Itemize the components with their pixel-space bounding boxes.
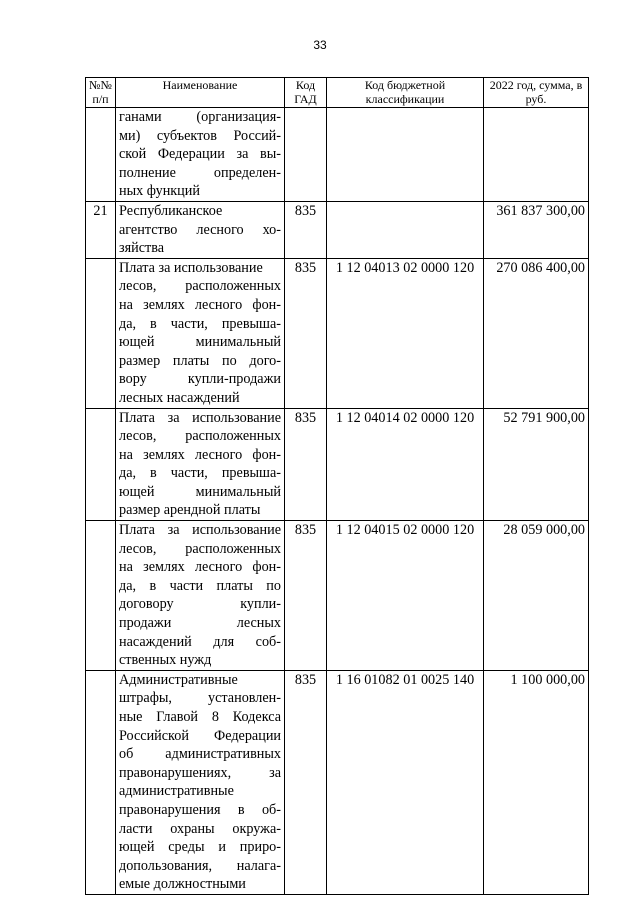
row-number [86,258,116,408]
row-sum: 361 837 300,00 [484,201,589,258]
row-name-line: лесных насаждений [119,389,240,406]
row-name-line: ющей минимальный [119,483,281,500]
row-name-line: лесов, расположенных [119,278,281,295]
row-bk: 1 12 04014 02 0000 120 [327,408,484,521]
row-name-line: Административные [119,671,238,688]
row-name-line: да, в части, превыша- [119,465,281,482]
page-number: 33 [313,38,327,52]
row-name-line: ющей среды и приро- [119,839,281,856]
row-name [116,670,285,894]
row-name-line: Плата за использование [119,409,281,426]
table-row [86,201,589,258]
row-name-line: правонарушения в об- [119,801,281,818]
row-number [86,670,116,894]
row-name-line: ющей минимальный [119,334,281,351]
row-name-line: емые должностными [119,876,246,893]
row-name-line: продажи лесных [119,615,281,632]
row-name [116,521,285,671]
row-name-line: об административных [119,746,281,763]
row-bk: 1 12 04013 02 0000 120 [327,258,484,408]
row-name [116,201,285,258]
row-name-line: ные Главой 8 Кодекса [119,709,281,725]
row-name-line: полнение определен- [119,164,281,181]
row-name-line: размер арендной платы [119,502,261,519]
header-bk: Код бюджетной классификации [327,78,484,108]
row-gad [285,108,327,202]
row-name-line: да, в части, превыша- [119,315,281,332]
row-name-line: штрафы, установлен- [119,690,281,707]
row-gad: 835 [285,258,327,408]
row-bk [327,108,484,202]
row-gad: 835 [285,408,327,521]
row-name-line: Республиканское [119,202,223,219]
row-sum: 270 086 400,00 [484,258,589,408]
row-name-line: на землях лесного фон- [119,446,281,463]
row-name-line: насаждений для соб- [119,633,281,650]
row-name-line: на землях лесного фон- [119,559,281,576]
row-name-line: агентство лесного хо- [119,221,281,238]
row-sum [484,108,589,202]
table-row [86,408,589,521]
table-row [86,521,589,671]
row-name-line: лесов, расположенных [119,428,281,445]
row-name-line: Плата за использование [119,522,281,539]
row-name-line: Плата за использование [119,259,263,276]
header-name: Наименование [116,78,285,108]
row-name-line: размер платы по дого- [119,352,281,369]
row-name-line: да, в части платы по [119,577,281,594]
row-name-line: правонарушениях, за [119,764,281,781]
row-name [116,108,285,202]
row-name-line: на землях лесного фон- [119,296,281,313]
row-bk [327,201,484,258]
row-name-line: вору купли-продажи [119,371,281,388]
row-name-line: ми) субъектов Россий- [119,127,281,144]
row-gad: 835 [285,521,327,671]
row-bk: 1 12 04015 02 0000 120 [327,521,484,671]
table-row [86,258,589,408]
row-number [86,108,116,202]
table-header-row [86,78,589,108]
row-sum: 1 100 000,00 [484,670,589,894]
row-name-line: ласти охраны окружа- [119,820,281,837]
row-name [116,408,285,521]
row-name-line: допользования, налага- [119,857,281,874]
table-row [86,108,589,202]
row-sum: 28 059 000,00 [484,521,589,671]
row-number: 21 [86,201,116,258]
row-gad: 835 [285,201,327,258]
row-number [86,408,116,521]
row-name [116,258,285,408]
row-name-line: Российской Федерации [119,727,281,744]
row-name-line: ганами (организация- [119,109,281,125]
row-name-line: ственных нужд [119,652,212,669]
row-number [86,521,116,671]
row-gad: 835 [285,670,327,894]
row-name-line: зяйства [119,240,165,257]
header-gad: Код ГАД [285,78,327,108]
row-name-line: ных функций [119,183,200,200]
row-name-line: договору купли- [119,596,281,613]
row-bk: 1 16 01082 01 0025 140 [327,670,484,894]
row-name-line: лесов, расположенных [119,540,281,557]
row-sum: 52 791 900,00 [484,408,589,521]
row-name-line: ской Федерации за вы- [119,146,281,163]
budget-table [85,77,589,895]
header-sum: 2022 год, сумма, в руб. [484,78,589,108]
header-num: №№ п/п [86,78,116,108]
table-row [86,670,589,894]
row-name-line: административные [119,783,234,800]
